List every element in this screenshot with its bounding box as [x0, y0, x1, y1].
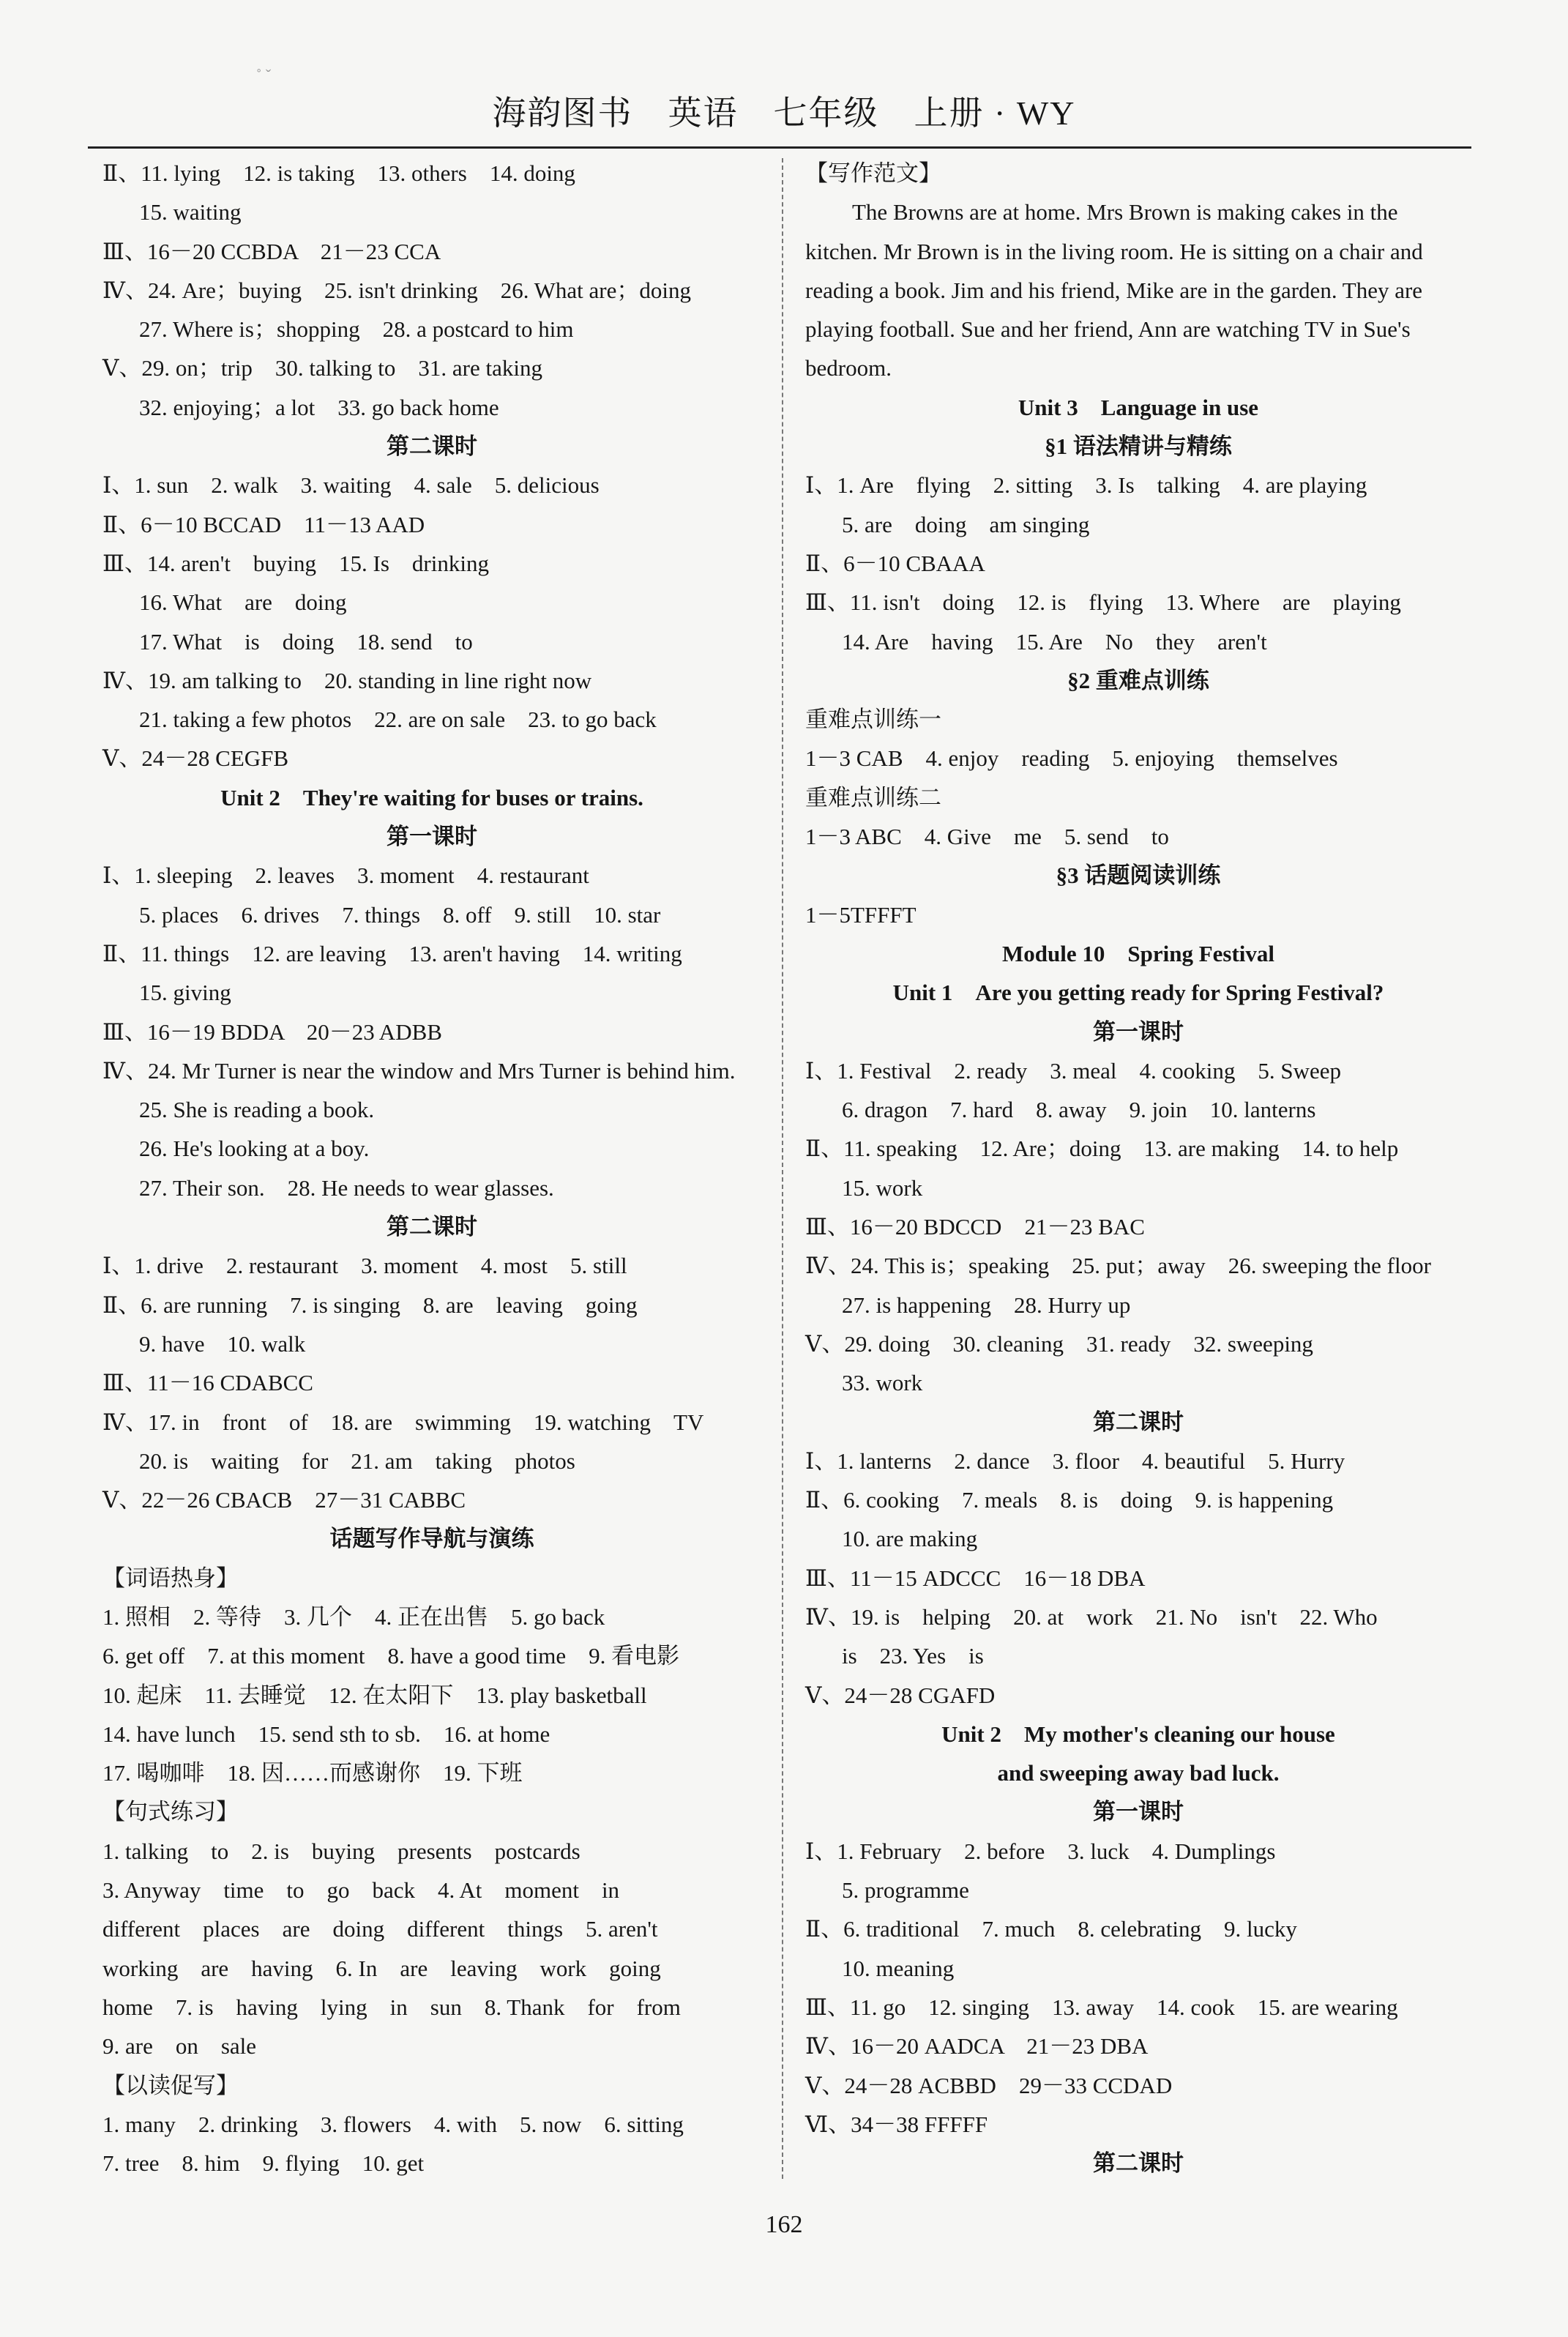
answer-line: Ⅰ、1. sleeping 2. leaves 3. moment 4. restaurant: [102, 862, 589, 889]
section-heading: Unit 2 My mother's cleaning our house: [941, 1721, 1335, 1747]
answer-line: Ⅲ、14. aren't buying 15. Is drinking: [102, 550, 489, 576]
answer-line: 26. He's looking at a boy.: [139, 1136, 370, 1162]
answer-line: Ⅰ、1. drive 2. restaurant 3. moment 4. most 5. still: [102, 1253, 627, 1279]
page-header: 海韵图书 英语 七年级 上册 · WY: [492, 94, 1076, 132]
answer-line: Ⅲ、16－20 CCBDA 21－23 CCA: [102, 238, 441, 264]
answer-line: 21. taking a few photos 22. are on sale 23. to go back: [139, 707, 657, 733]
section-heading: §2 重难点训练: [1067, 667, 1209, 693]
answer-line: Ⅳ、24. This is；speaking 25. put；away 26. sweeping the floor: [805, 1253, 1431, 1279]
answer-line: 1－3 ABC 4. Give me 5. send to: [805, 824, 1169, 850]
answer-line: 15. waiting: [139, 199, 242, 225]
answer-line: 6. get off 7. at this moment 8. have a good time 9. 看电影: [102, 1643, 680, 1669]
answer-line: 5. places 6. drives 7. things 8. off 9. still 10. star: [139, 901, 661, 928]
answer-line: 27. Their son. 28. He needs to wear glasses.: [139, 1174, 554, 1201]
answer-line: 1. 照相 2. 等待 3. 几个 4. 正在出售 5. go back: [102, 1603, 605, 1630]
answer-line: 1－3 CAB 4. enjoy reading 5. enjoying themselves: [805, 745, 1338, 772]
answer-line: Ⅲ、11－15 ADCCC 16－18 DBA: [805, 1565, 1146, 1591]
answer-line: Ⅱ、11. lying 12. is taking 13. others 14. doing: [102, 160, 575, 186]
answer-line: 10. meaning: [842, 1955, 955, 1981]
section-heading: 第二课时: [1093, 1409, 1184, 1435]
answer-line: Ⅵ、34－38 FFFFF: [805, 2111, 988, 2137]
answer-line: Ⅴ、22－26 CBACB 27－31 CABBC: [102, 1487, 466, 1513]
answer-line: is 23. Yes is: [842, 1643, 984, 1669]
answer-line: 20. is waiting for 21. am taking photos: [139, 1447, 575, 1474]
section-heading: Module 10 Spring Festival: [1001, 940, 1274, 966]
answer-line: Ⅲ、11－16 CDABCC: [102, 1370, 313, 1396]
answer-line: Ⅰ、1. February 2. before 3. luck 4. Dumplings: [805, 1838, 1276, 1864]
scan-mark: ˚ ˇ: [256, 66, 272, 84]
page-number: 162: [765, 2211, 803, 2238]
answer-line: Ⅱ、6. cooking 7. meals 8. is doing 9. is happening: [805, 1487, 1334, 1513]
answer-line: 7. tree 8. him 9. flying 10. get: [102, 2150, 425, 2177]
answer-line: 5. programme: [842, 1877, 969, 1904]
section-heading: Unit 2 They're waiting for buses or trains.: [220, 784, 643, 810]
answer-line: 9. have 10. walk: [139, 1330, 306, 1357]
answer-line: 9. are on sale: [102, 2033, 257, 2060]
left-column: [102, 154, 761, 2183]
answer-line: Ⅰ、1. Are flying 2. sitting 3. Is talking 4. are playing: [805, 472, 1367, 499]
header-rule: [88, 146, 1471, 149]
section-heading: 第一课时: [1093, 1018, 1184, 1045]
answer-line: Ⅱ、6－10 CBAAA: [805, 550, 985, 576]
answer-line: Ⅴ、24－28 ACBBD 29－33 CCDAD: [805, 2072, 1173, 2098]
section-heading: 第二课时: [387, 1214, 477, 1240]
answer-line: Ⅳ、19. is helping 20. at work 21. No isn't 22. Who: [805, 1603, 1378, 1630]
section-heading: and sweeping away bad luck.: [997, 1760, 1280, 1786]
section-heading: Unit 1 Are you getting ready for Spring Festival?: [892, 980, 1384, 1006]
answer-line: 5. are doing am singing: [842, 511, 1090, 537]
section-heading: 第一课时: [1093, 1799, 1184, 1825]
answer-line: Ⅳ、24. Are；buying 25. isn't drinking 26. What are；doing: [102, 277, 692, 303]
section-heading: 第二课时: [387, 433, 477, 460]
answer-line: different places are doing different things 5. aren't: [102, 1916, 658, 1942]
column-divider: [782, 158, 783, 2179]
answer-line: Ⅲ、11. go 12. singing 13. away 14. cook 15. are wearing: [805, 1994, 1398, 2020]
section-heading: §1 语法精讲与精练: [1045, 433, 1232, 460]
answer-line: 33. work: [842, 1370, 923, 1396]
section-heading: §3 话题阅读训练: [1056, 862, 1221, 889]
answer-line: Ⅲ、16－20 BDCCD 21－23 BAC: [805, 1214, 1145, 1240]
answer-line: Ⅱ、6. traditional 7. much 8. celebrating 9. lucky: [805, 1916, 1297, 1942]
section-heading: 第一课时: [387, 824, 477, 850]
answer-line: 14. Are having 15. Are No they aren't: [842, 628, 1267, 655]
section-heading: 第二课时: [1093, 2150, 1184, 2177]
answer-line: 3. Anyway time to go back 4. At moment in: [102, 1877, 620, 1904]
answer-line: 16. What are doing: [139, 589, 347, 616]
answer-line: Ⅱ、11. things 12. are leaving 13. aren't having 14. writing: [102, 940, 682, 966]
answer-line: 17. 喝咖啡 18. 因……而感谢你 19. 下班: [102, 1760, 523, 1786]
answer-line: 【词语热身】: [102, 1565, 239, 1591]
answer-line: Ⅴ、24－28 CEGFB: [102, 745, 289, 772]
answer-line: Ⅲ、16－19 BDDA 20－23 ADBB: [102, 1018, 442, 1045]
answer-line: Ⅴ、29. doing 30. cleaning 31. ready 32. sweeping: [805, 1330, 1313, 1357]
section-heading: Unit 3 Language in use: [1018, 394, 1259, 420]
answer-line: working are having 6. In are leaving work going: [102, 1955, 661, 1981]
answer-line: 1. talking to 2. is buying presents postcards: [102, 1838, 580, 1864]
answer-line: Ⅰ、1. lanterns 2. dance 3. floor 4. beautiful 5. Hurry: [805, 1447, 1345, 1474]
answer-line: Ⅴ、24－28 CGAFD: [805, 1682, 996, 1708]
answer-line: 【写作范文】: [805, 160, 941, 186]
answer-line: 1－5TFFFT: [805, 901, 916, 928]
answer-line: 15. giving: [139, 980, 231, 1006]
answer-line: Ⅱ、6－10 BCCAD 11－13 AAD: [102, 511, 425, 537]
answer-line: Ⅱ、11. speaking 12. Are；doing 13. are making 14. to help: [805, 1136, 1399, 1162]
answer-line: 【以读促写】: [102, 2072, 239, 2098]
answer-line: Ⅳ、24. Mr Turner is near the window and Mrs Turner is behind him.: [102, 1057, 736, 1084]
answer-line: 27. is happening 28. Hurry up: [842, 1292, 1131, 1318]
answer-line: 17. What is doing 18. send to: [139, 628, 473, 655]
answer-line: 重难点训练一: [805, 707, 941, 733]
answer-line: 27. Where is；shopping 28. a postcard to him: [139, 316, 574, 343]
answer-line: Ⅰ、1. sun 2. walk 3. waiting 4. sale 5. delicious: [102, 472, 600, 499]
answer-line: 14. have lunch 15. send sth to sb. 16. at home: [102, 1721, 550, 1747]
answer-line: 1. many 2. drinking 3. flowers 4. with 5. now 6. sitting: [102, 2111, 684, 2137]
answer-line: Ⅱ、6. are running 7. is singing 8. are leaving going: [102, 1292, 638, 1318]
answer-line: 6. dragon 7. hard 8. away 9. join 10. lanterns: [842, 1097, 1316, 1123]
right-column: [805, 154, 1471, 2183]
answer-line: home 7. is having lying in sun 8. Thank for from: [102, 1994, 681, 2020]
answer-line: 10. are making: [842, 1526, 978, 1552]
answer-line: 【句式练习】: [102, 1799, 239, 1825]
answer-line: 10. 起床 11. 去睡觉 12. 在太阳下 13. play basketball: [102, 1682, 647, 1708]
answer-line: 25. She is reading a book.: [139, 1097, 375, 1123]
answer-line: Ⅳ、17. in front of 18. are swimming 19. watching TV: [102, 1409, 704, 1435]
answer-line: Ⅳ、19. am talking to 20. standing in line right now: [102, 667, 592, 693]
answer-line: 重难点训练二: [805, 784, 941, 810]
answer-line: Ⅴ、29. on；trip 30. talking to 31. are taking: [102, 355, 542, 381]
sample-paragraph: The Browns are at home. Mrs Brown is making cakes in the kitchen. Mr Brown is in the living room. He is sitting on a chair and reading a book. Jim and his friend, Mike are in the garden. They are playing football. Sue and her friend, Ann are watching TV in Sue's bedroom.: [805, 199, 1423, 381]
answer-line: Ⅰ、1. Festival 2. ready 3. meal 4. cooking 5. Sweep: [805, 1057, 1342, 1084]
section-heading: 话题写作导航与演练: [329, 1526, 534, 1552]
answer-line: 32. enjoying；a lot 33. go back home: [139, 394, 499, 420]
answer-line: 15. work: [842, 1174, 923, 1201]
answer-line: Ⅳ、16－20 AADCA 21－23 DBA: [805, 2033, 1149, 2060]
answer-line: Ⅲ、11. isn't doing 12. is flying 13. Where are playing: [805, 589, 1401, 616]
